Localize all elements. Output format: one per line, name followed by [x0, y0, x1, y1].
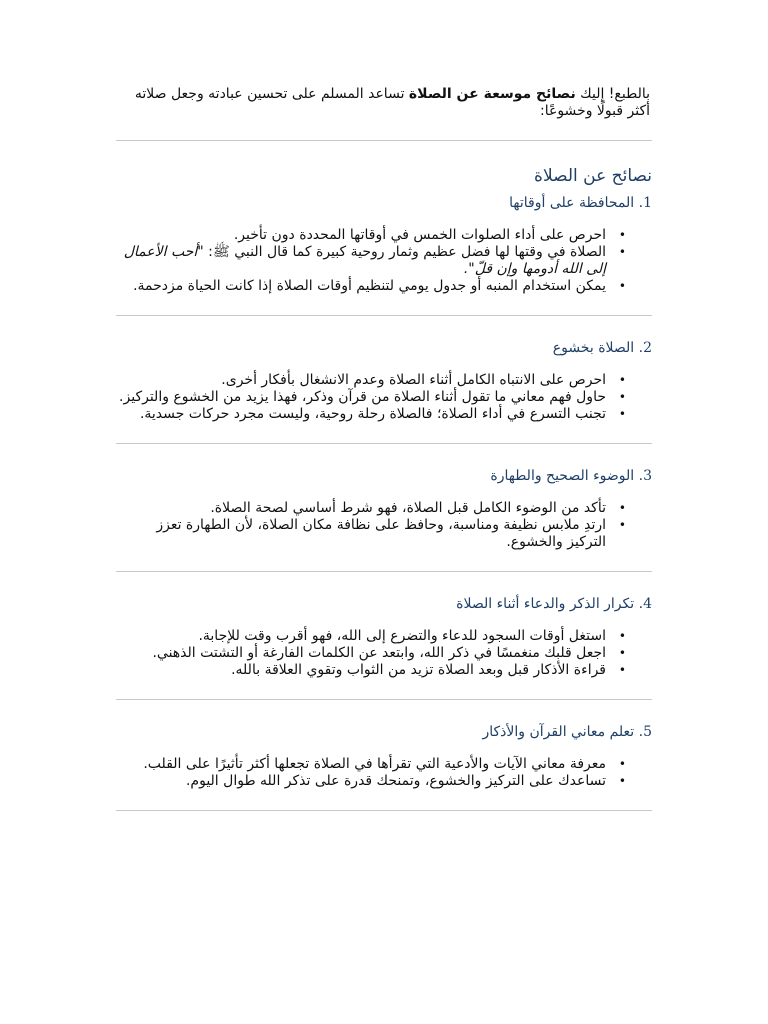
section-heading-5: 5. تعلم معاني القرآن والأذكار	[482, 724, 652, 740]
bullet-icon: •	[618, 373, 626, 387]
bullet-icon: •	[618, 663, 626, 677]
list-item-text: احرص على أداء الصلوات الخمس في أوقاتها المحددة دون تأخير.	[233, 227, 606, 243]
list-item	[116, 517, 626, 551]
list-item	[116, 372, 626, 389]
bullet-icon: •	[618, 228, 626, 242]
divider	[116, 571, 652, 572]
list-item	[116, 244, 626, 278]
intro-bold: نصائح موسعة عن الصلاة	[408, 86, 576, 102]
list-item-text: معرفة معاني الآيات والأدعية التي تقرأها في الصلاة تجعلها أكثر تأثيرًا على القلب.	[143, 756, 606, 772]
intro-rest: تساعد المسلم على تحسين عبادته وجعل صلاته أكثر قبولًا وخشوعًا:	[134, 86, 650, 119]
divider	[116, 443, 652, 444]
bullet-icon: •	[618, 390, 626, 404]
intro-lead: بالطبع! إليك	[575, 86, 650, 102]
list-item-text: احرص على الانتباه الكامل أثناء الصلاة وعدم الانشغال بأفكار أخرى.	[221, 372, 606, 388]
bullet-icon: •	[618, 646, 626, 660]
main-heading: نصائح عن الصلاة	[534, 166, 652, 186]
section-heading-3: 3. الوضوء الصحيح والطهارة	[490, 468, 652, 484]
list-item	[116, 645, 626, 662]
section-list-3	[116, 500, 652, 551]
bullet-icon: •	[618, 279, 626, 293]
divider	[116, 140, 652, 141]
list-item	[116, 662, 626, 679]
list-item	[116, 406, 626, 423]
list-item	[116, 500, 626, 517]
section-list-2	[116, 372, 652, 423]
bullet-icon: •	[618, 245, 626, 259]
intro-paragraph	[116, 86, 652, 120]
list-item-text: تأكد من الوضوء الكامل قبل الصلاة، فهو شرط أساسي لصحة الصلاة.	[210, 500, 606, 516]
bullet-icon: •	[618, 518, 626, 532]
section-list-4	[116, 628, 652, 679]
list-item	[116, 389, 626, 406]
section-list-5	[116, 756, 652, 790]
divider	[116, 315, 652, 316]
section-heading-4: 4. تكرار الذكر والدعاء أثناء الصلاة	[456, 596, 652, 612]
section-heading-1: 1. المحافظة على أوقاتها	[509, 195, 652, 211]
hadith-quote: "أحب الأعمال إلى الله أدومها وإن قلّ".	[123, 244, 606, 277]
divider	[116, 699, 652, 700]
divider	[116, 810, 652, 811]
bullet-icon: •	[618, 757, 626, 771]
list-item-text: ارتدِ ملابس نظيفة ومناسبة، وحافظ على نظافة مكان الصلاة، لأن الطهارة تعزز التركيز والخشوع.	[156, 517, 606, 550]
list-item-text: قراءة الأذكار قبل وبعد الصلاة تزيد من الثواب وتقوي العلاقة بالله.	[231, 662, 606, 678]
list-item-text: اجعل قلبك منغمسًا في ذكر الله، وابتعد عن الكلمات الفارغة أو التشتت الذهني.	[152, 645, 606, 661]
list-item	[116, 756, 626, 773]
list-item	[116, 278, 626, 295]
bullet-icon: •	[618, 629, 626, 643]
bullet-icon: •	[618, 774, 626, 788]
section-list-1	[116, 227, 652, 295]
list-item-text: الصلاة في وقتها لها فضل عظيم وثمار روحية كبيرة كما قال النبي ﷺ:	[203, 244, 606, 260]
list-item-text: حاول فهم معاني ما تقول أثناء الصلاة من قرآن وذكر، فهذا يزيد من الخشوع والتركيز.	[119, 389, 606, 405]
list-item	[116, 227, 626, 244]
list-item-text: استغل أوقات السجود للدعاء والتضرع إلى الله، فهو أقرب وقت للإجابة.	[198, 628, 606, 644]
bullet-icon: •	[618, 407, 626, 421]
list-item-text: تساعدك على التركيز والخشوع، وتمنحك قدرة على تذكر الله طوال اليوم.	[185, 773, 606, 789]
list-item	[116, 628, 626, 645]
section-heading-2: 2. الصلاة بخشوع	[552, 340, 652, 356]
list-item	[116, 773, 626, 790]
list-item-text: يمكن استخدام المنبه أو جدول يومي لتنظيم أوقات الصلاة إذا كانت الحياة مزدحمة.	[133, 278, 606, 294]
bullet-icon: •	[618, 501, 626, 515]
list-item-text: تجنب التسرع في أداء الصلاة؛ فالصلاة رحلة روحية، وليست مجرد حركات جسدية.	[139, 406, 606, 422]
